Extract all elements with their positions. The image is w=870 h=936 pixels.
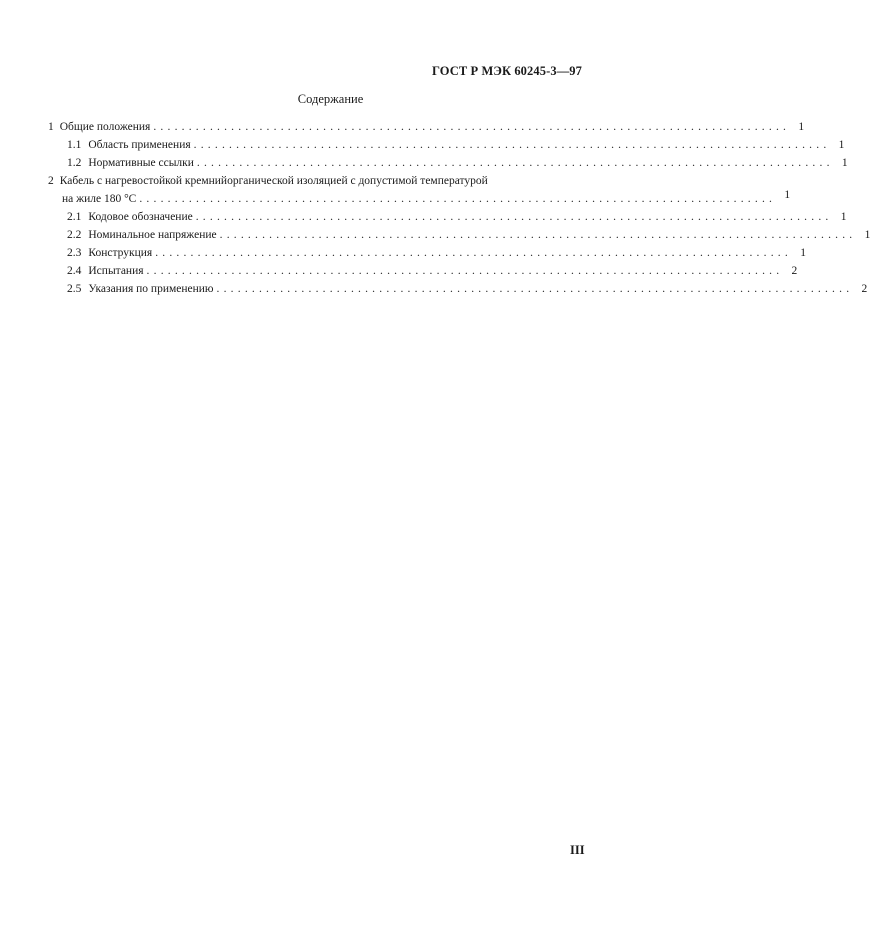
document-code: ГОСТ Р МЭК 60245-3—97: [432, 64, 582, 78]
toc-entry-label: Нормативные ссылки: [88, 157, 194, 169]
toc-entry-2-3[interactable]: [0, 244, 806, 262]
toc-entry-label: Испытания: [88, 265, 144, 277]
toc-entry-1-1[interactable]: [0, 136, 845, 154]
toc-entry-2-2[interactable]: [0, 226, 870, 244]
leader-dots: ..........................................................................................: [153, 121, 791, 133]
toc-entry-2[interactable]: [0, 172, 583, 190]
toc-entry-label: Область применения: [88, 139, 191, 151]
toc-title: Содержание: [297, 92, 364, 106]
toc-entry-number: 2: [48, 175, 54, 187]
leader-dots: ..........................................................................................: [155, 247, 792, 259]
toc-entry-2-continuation[interactable]: [0, 189, 791, 208]
toc-entry-page: 1: [864, 229, 870, 241]
toc-entry-page: 1: [784, 189, 791, 201]
leader-dots: ..........................................................................................: [196, 157, 834, 169]
toc-entry-number: 2.2: [67, 229, 82, 241]
toc-entry-page: 1: [840, 211, 847, 223]
table-of-contents: [0, 118, 870, 298]
toc-entry-label: Конструкция: [88, 247, 153, 259]
leader-dots: ..........................................................................................: [193, 139, 831, 151]
page-number: III: [570, 843, 585, 857]
toc-entry-number: 1: [48, 121, 54, 133]
toc-entry-page: 1: [800, 247, 806, 259]
toc-entry-page: 2: [861, 283, 868, 295]
toc-entry-label: Общие положения: [59, 121, 151, 133]
toc-entry-label: Кодовое обозначение: [88, 211, 193, 223]
toc-entry-number: 2.5: [67, 283, 82, 295]
leader-dots: ..........................................................................................: [216, 283, 854, 295]
toc-entry-page: 1: [838, 139, 845, 151]
toc-entry-label: Указания по применению: [88, 283, 214, 295]
toc-entry-number: 2.3: [67, 247, 82, 259]
toc-entry-1[interactable]: [0, 118, 805, 136]
leader-dots: ..........................................................................................: [139, 193, 777, 205]
toc-entry-number: 1.2: [67, 157, 82, 169]
toc-entry-2-5[interactable]: [0, 280, 868, 298]
toc-entry-number: 1.1: [67, 139, 82, 151]
toc-entry-2-1[interactable]: [0, 208, 847, 226]
toc-entry-2-4[interactable]: [0, 262, 798, 280]
toc-entry-page: 1: [798, 121, 805, 133]
toc-entry-page: 2: [791, 265, 798, 277]
toc-entry-number: 2.4: [67, 265, 82, 277]
toc-entry-label: на жиле 180 °С: [62, 193, 137, 205]
toc-entry-1-2[interactable]: [0, 154, 848, 172]
toc-entry-page: 1: [841, 157, 848, 169]
toc-entry-number: 2.1: [67, 211, 82, 223]
toc-entry-label: Кабель с нагревостойкой кремнийорганической изоляцией с допустимой температурой: [59, 175, 488, 187]
leader-dots: ..........................................................................................: [219, 229, 857, 241]
toc-entry-label: Номинальное напряжение: [88, 229, 217, 241]
leader-dots: ..........................................................................................: [195, 211, 833, 223]
leader-dots: ..........................................................................................: [146, 265, 784, 277]
